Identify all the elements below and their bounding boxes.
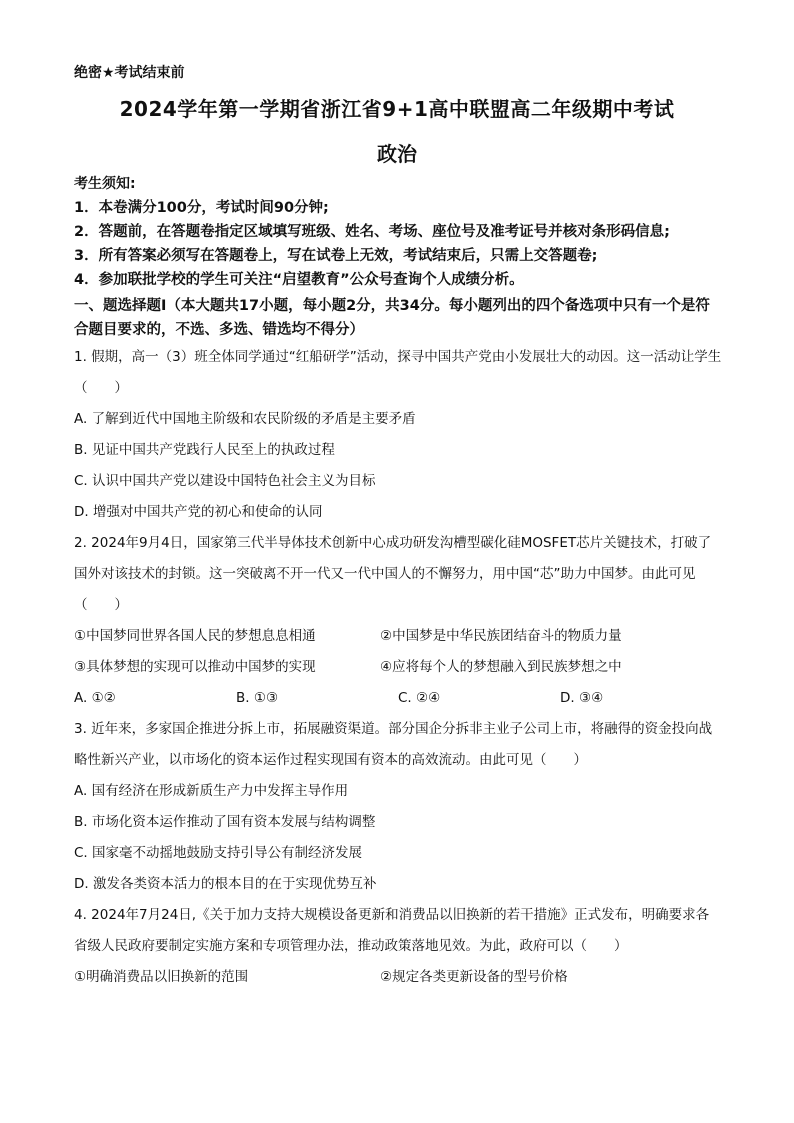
exam-title: 2024学年第一学期省浙江省9+1高中联盟高二年级期中考试 <box>119 97 675 121</box>
question-3-option-d: D. 激发各类资本活力的根本目的在于实现优势互补 <box>74 876 377 892</box>
confidential-label: 绝密★考试结束前 <box>74 65 185 81</box>
notice-heading: 考生须知: <box>74 176 136 192</box>
question-4-statements-row <box>74 962 722 993</box>
question-1-option-a: A. 了解到近代中国地主阶级和农民阶级的矛盾是主要矛盾 <box>74 411 416 427</box>
notice-item: 4．参加联批学校的学生可关注“启望教育”公众号查询个人成绩分析。 <box>74 272 524 288</box>
question-2-option-d: D. ③④ <box>560 690 604 706</box>
exam-subject: 政治 <box>377 142 417 166</box>
question-2-option-a: A. ①② <box>74 690 116 706</box>
question-4-statement-1: ①明确消费品以旧换新的范围 <box>74 969 249 985</box>
question-4-statement-2: ②规定各类更新设备的型号价格 <box>380 969 568 985</box>
question-2-statement-3: ③具体梦想的实现可以推动中国梦的实现 <box>74 659 316 675</box>
notice-item: 1．本卷满分100分，考试时间90分钟; <box>74 200 329 216</box>
question-1-stem: 1. 假期，高一（3）班全体同学通过“红船研学”活动，探寻中国共产党由小发展壮大的动因。这一活动让学生（ ） <box>74 349 722 396</box>
exam-content <box>74 172 722 993</box>
question-2-option-c: C. ②④ <box>398 690 441 706</box>
question-2-options-row <box>74 683 722 714</box>
question-2-option-b: B. ①③ <box>236 690 279 706</box>
question-3-option-c: C. 国家毫不动摇地鼓励支持引导公有制经济发展 <box>74 845 363 861</box>
question-3-option-a: A. 国有经济在形成新质生产力中发挥主导作用 <box>74 783 349 799</box>
question-3-option-b: B. 市场化资本运作推动了国有资本发展与结构调整 <box>74 814 376 830</box>
section-heading: 一、题选择题Ⅰ（本大题共17小题，每小题2分，共34分。每小题列出的四个备选项中只有一个是符合题目要求的，不选、多选、错选均不得分） <box>74 298 710 338</box>
question-2-statements-row <box>74 652 722 683</box>
question-2-stem: 2. 2024年9月4日，国家第三代半导体技术创新中心成功研发沟槽型碳化硅MOSFET芯片关键技术，打破了国外对该技术的封锁。这一突破离不开一代又一代中国人的不懈努力，用中国“芯”助力中国梦。由此可见（ ） <box>74 535 712 613</box>
question-3-stem: 3. 近年来，多家国企推进分拆上市，拓展融资渠道。部分国企分拆非主业子公司上市，将融得的资金投向战略性新兴产业，以市场化的资本运作过程实现国有资本的高效流动。由此可见（ ） <box>74 721 713 768</box>
question-1-option-b: B. 见证中国共产党践行人民至上的执政过程 <box>74 442 335 458</box>
question-2-statement-1: ①中国梦同世界各国人民的梦想息息相通 <box>74 628 316 644</box>
notice-item: 2．答题前，在答题卷指定区域填写班级、姓名、考场、座位号及准考证号并核对条形码信息; <box>74 224 670 240</box>
question-1-option-c: C. 认识中国共产党以建设中国特色社会主义为目标 <box>74 473 376 489</box>
question-2-statement-2: ②中国梦是中华民族团结奋斗的物质力量 <box>380 628 622 644</box>
notice-item: 3．所有答案必须写在答题卷上，写在试卷上无效，考试结束后，只需上交答题卷; <box>74 248 598 264</box>
question-2-statement-4: ④应将每个人的梦想融入到民族梦想之中 <box>380 659 622 675</box>
question-2-statements-row <box>74 621 722 652</box>
question-4-stem: 4. 2024年7月24日,《关于加力支持大规模设备更新和消费品以旧换新的若干措施》正式发布，明确要求各省级人民政府要制定实施方案和专项管理办法，推动政策落地见效。为此，政府可以（ ） <box>74 907 710 954</box>
question-1-option-d: D. 增强对中国共产党的初心和使命的认同 <box>74 504 323 520</box>
